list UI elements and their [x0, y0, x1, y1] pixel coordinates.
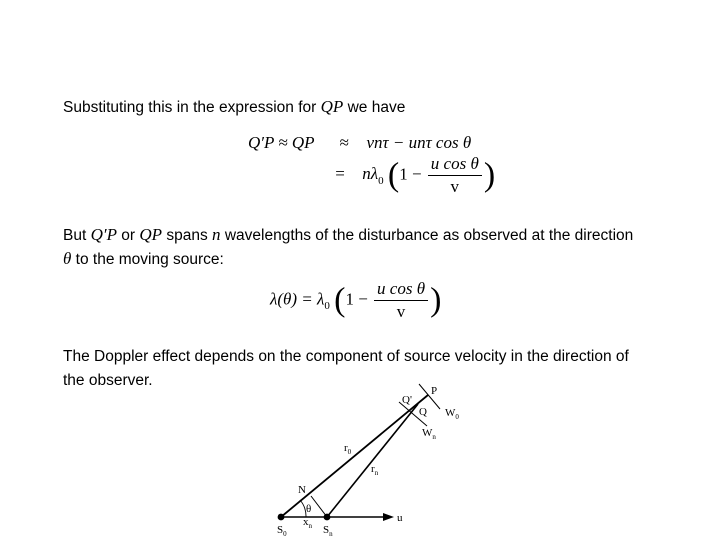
para2-math-n: n	[212, 225, 221, 244]
intro-after: we have	[343, 99, 406, 116]
label-q-prime: Q'	[402, 394, 412, 406]
source-sn-dot	[324, 514, 331, 521]
para2-math-q-prime-p: Q′P	[90, 225, 117, 244]
equation1-rel2: =	[335, 164, 345, 184]
equation2-left-paren: (	[334, 281, 346, 319]
para2-t1: But	[63, 227, 91, 244]
equation1-lhs: Q′P ≈ QP	[248, 133, 315, 152]
perpendicular-line	[311, 496, 327, 517]
para2-t5: to the moving source:	[71, 251, 224, 268]
label-sn: $S_n$	[323, 524, 333, 538]
equation1-subscript: 0	[378, 174, 384, 187]
equation2-subscript: 0	[324, 299, 330, 312]
para2-t3: spans	[162, 227, 213, 244]
label-q: Q	[419, 406, 427, 418]
velocity-arrowhead	[383, 513, 394, 521]
r0-line	[281, 395, 428, 517]
equation1-left-paren: (	[387, 156, 400, 194]
equation1-numerator: u cos θ	[428, 154, 482, 176]
label-wn: $W_n$	[422, 427, 436, 441]
para2-t2: or	[116, 227, 140, 244]
para2-math-qp: QP	[139, 225, 163, 244]
equation2-denominator: v	[396, 302, 406, 321]
equation1-rhs1: vnτ − unτ cos θ	[366, 133, 472, 152]
equation2-one-minus: 1 −	[345, 289, 368, 309]
source-s0-dot	[278, 514, 285, 521]
para3-line2: the observer.	[63, 372, 153, 389]
para3-line1: The Doppler effect depends on the component of source velocity in the direction of	[63, 348, 629, 365]
label-theta: θ	[306, 503, 312, 515]
para2-math-theta: θ	[63, 249, 72, 268]
label-u: u	[397, 512, 403, 524]
equation1-n-lambda: nλ	[362, 164, 379, 184]
label-w0: $W_0$	[445, 407, 459, 421]
label-rn: $r_n$	[371, 463, 379, 477]
rn-line	[327, 404, 418, 517]
para2-t4: wavelengths of the disturbance as observed at the direction	[220, 227, 634, 244]
equation2-lhs: λ(θ) = λ	[270, 289, 325, 309]
equation1-right-paren: )	[483, 156, 496, 194]
label-xn: $x_n$	[303, 516, 312, 530]
equation1-one-minus: 1 −	[399, 164, 422, 184]
label-s0: $S_0$	[277, 524, 287, 538]
equation2-numerator: u cos θ	[374, 279, 428, 301]
equation1-denominator: v	[450, 177, 460, 196]
equation1-rel1: ≈	[339, 133, 349, 152]
label-n: N	[298, 484, 306, 496]
label-r0: $r_0$	[344, 442, 352, 456]
intro-before: Substituting this in the expression for	[63, 99, 321, 116]
label-p: P	[431, 385, 438, 397]
equation2-right-paren: )	[430, 281, 442, 319]
intro-math-qp: QP	[320, 97, 344, 116]
